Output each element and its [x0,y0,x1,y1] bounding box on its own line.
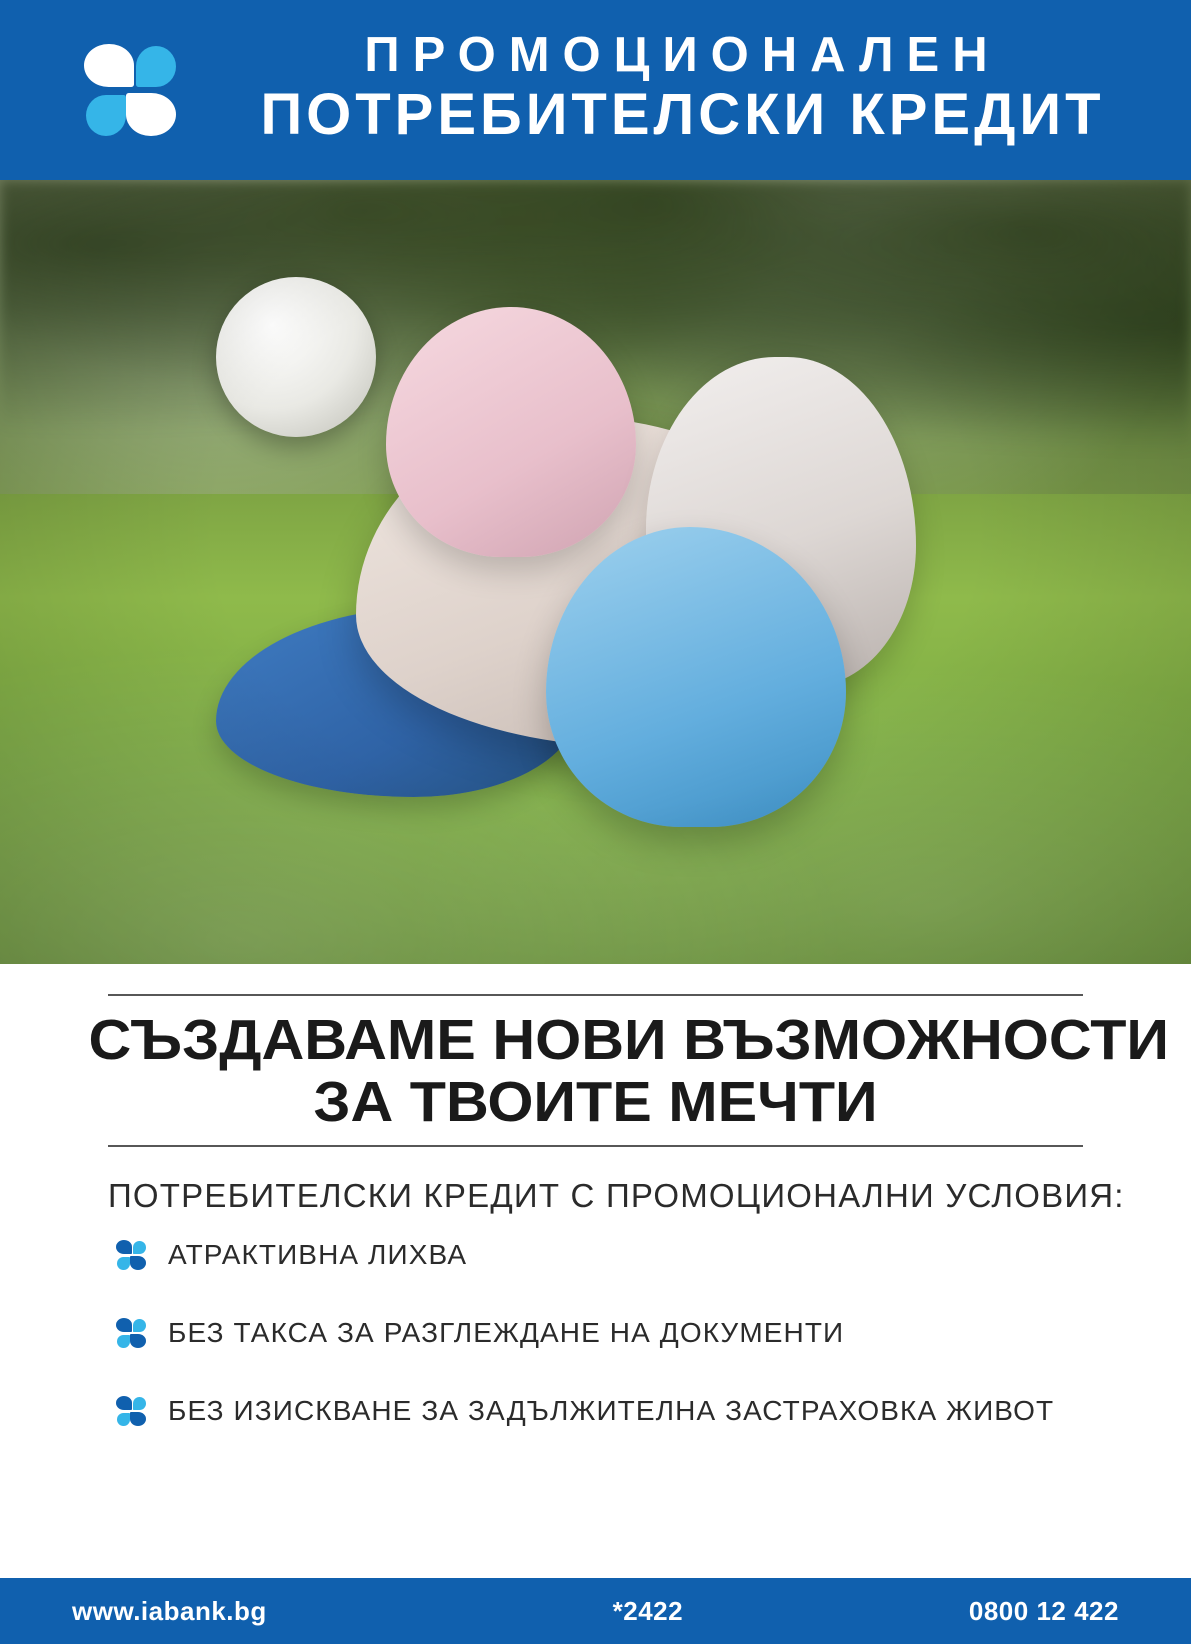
short-number[interactable]: *2422 [612,1595,684,1626]
list-item [116,1395,1083,1427]
benefits-list [108,1239,1083,1427]
hero-vignette [0,180,1191,964]
iabank-logo-icon [116,1318,146,1348]
poster-content [0,964,1191,1578]
iabank-logo-icon [116,1240,146,1270]
poster-header [0,0,1191,180]
list-item-label: АТРАКТИВНА ЛИХВА [168,1239,468,1271]
header-title-line2: ПОТРЕБИТЕЛСКИ КРЕДИТ [260,81,1105,147]
header-title-block [202,27,1163,150]
header-title-line1: ПРОМОЦИОНАЛЕН [364,27,1001,82]
list-item-label: БЕЗ ТАКСА ЗА РАЗГЛЕЖДАНЕ НА ДОКУМЕНТИ [168,1317,845,1349]
list-item [116,1317,1083,1349]
list-item-label: БЕЗ ИЗИСКВАНЕ ЗА ЗАДЪЛЖИТЕЛНА ЗАСТРАХОВКА ЖИВОТ [168,1395,1055,1427]
poster-footer [0,1578,1191,1644]
page-title [88,996,1170,1145]
website-link[interactable]: www.iabank.bg [72,1595,267,1626]
subheadline: ПОТРЕБИТЕЛСКИ КРЕДИТ С ПРОМОЦИОНАЛНИ УСЛОВИЯ: [108,1177,1125,1215]
phone-number[interactable]: 0800 12 422 [968,1595,1119,1626]
headline-line2: ЗА ТВОИТЕ МЕЧТИ [313,1069,878,1134]
iabank-logo-icon [84,44,176,136]
headline-line1: СЪЗДАВАМЕ НОВИ ВЪЗМОЖНОСТИ [88,1008,1170,1072]
hero-photo [0,180,1191,964]
list-item [116,1239,1083,1271]
iabank-logo-icon [116,1396,146,1426]
